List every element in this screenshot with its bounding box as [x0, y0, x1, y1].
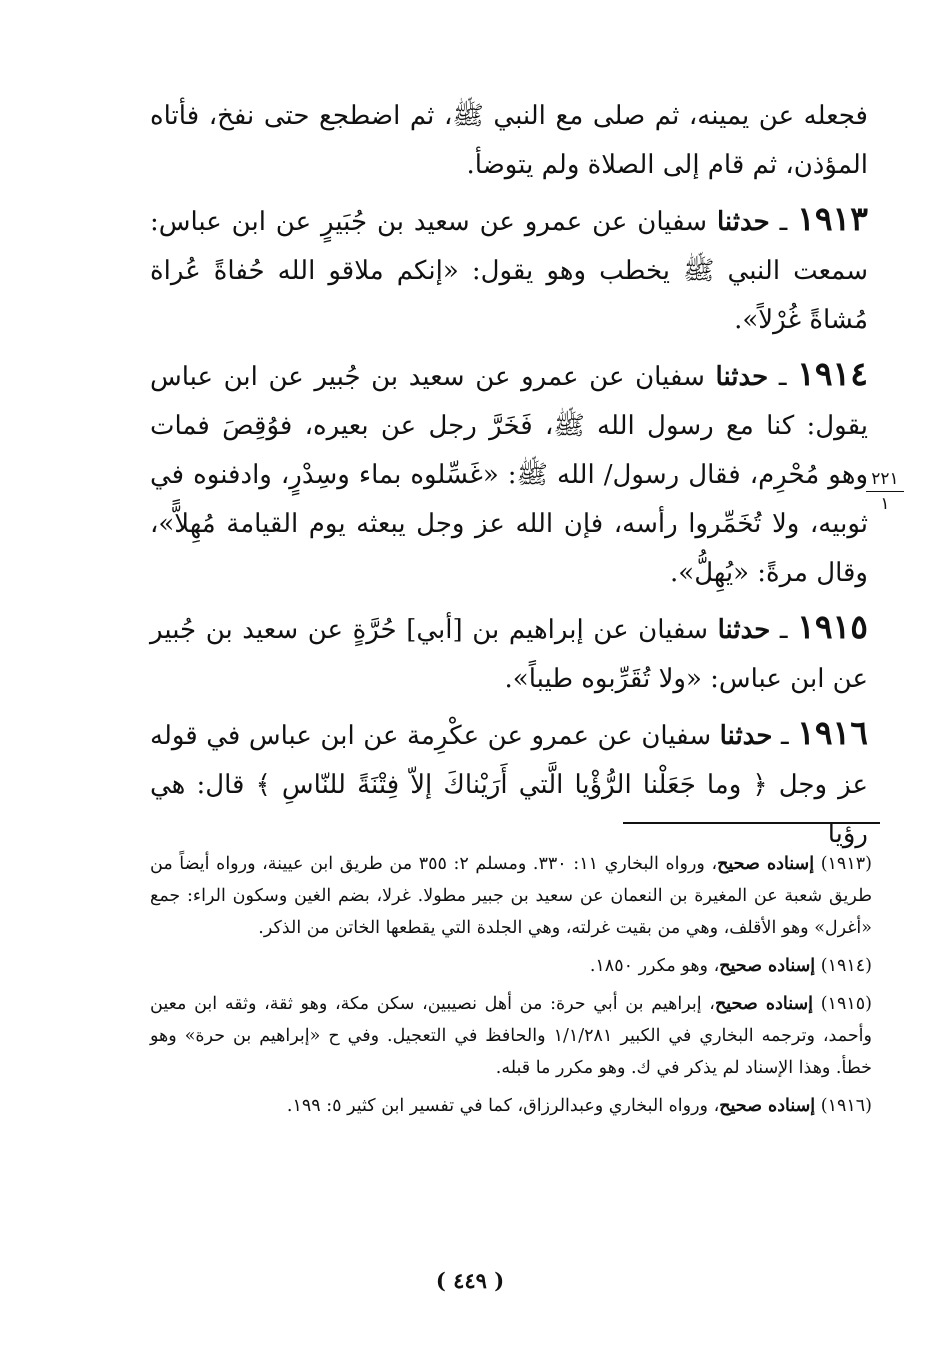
- hadith-1915: ١٩١٥ ـ حدثنا سفيان عن إبراهيم بن [أبي] حُرَّةٍ عن سعيد بن جُبير عن ابن عباس: «ولا تُقَرِّبوه طيباً».: [150, 607, 868, 694]
- hadith-number: ١٩١٦: [797, 713, 868, 752]
- hadith-1916: ١٩١٦ ـ حدثنا سفيان عن عمرو عن عكْرِمة عن ابن عباس في قوله عز وجل ﴿ وما جَعَلْنا الرُّؤْيا الَّتي أَرَيْناكَ إلاّ فِتْنَةً للنّاسِ ﴾ قال: هي رؤيا: [150, 713, 868, 849]
- hadith-label: حدثنا: [717, 615, 771, 645]
- hadith-1913: ١٩١٣ ـ حدثنا سفيان عن عمرو عن سعيد بن جُبَيرٍ عن ابن عباس: سمعت النبي ﷺ يخطب وهو يقول: «إنكم ملاقو الله حُفاةً عُراة مُشاةً غُرْلاً».: [150, 199, 868, 335]
- footnote-ref: (١٩١٦): [820, 1096, 872, 1116]
- main-text: [150, 92, 868, 863]
- footnote-label: إسناده صحيح: [714, 994, 814, 1014]
- footnote-separator: [623, 822, 880, 824]
- hadith-label: حدثنا: [716, 207, 770, 237]
- hadith-text: سفيان عن عمرو عن سعيد بن جُبَيرٍ عن ابن عباس: سمعت النبي ﷺ يخطب وهو يقول: «إنكم ملاقو الله حُفاةً عُراة مُشاةً غُرْلاً».: [150, 207, 868, 335]
- paragraph-text: فجعله عن يمينه، ثم صلى مع النبي ﷺ، ثم اضطجع حتى نفخ، فأتاه المؤذن، ثم قام إلى الصلاة ولم يتوضأ.: [150, 101, 868, 180]
- paragraph-continuation: [150, 92, 868, 190]
- margin-reference: [862, 470, 908, 513]
- footnotes: [150, 848, 872, 1128]
- footnote-1915: [150, 988, 872, 1084]
- hadith-text: سفيان عن إبراهيم بن [أبي] حُرَّةٍ عن سعيد بن جُبير عن ابن عباس: «ولا تُقَرِّبوه طيباً».: [150, 615, 868, 694]
- margin-reference-top: ٢٢١: [871, 469, 899, 489]
- footnote-1913: [150, 848, 872, 944]
- footnote-label: إسناده صحيح: [719, 956, 816, 976]
- hadith-text: سفيان عن عمرو عن سعيد بن جُبير عن ابن عباس يقول: كنا مع رسول الله ﷺ، فَخَرَّ رجل عن بعيره، فوُقِصَ فمات وهو مُحْرِم، فقال رسول/ الله ﷺ: «غَسِّلوه بماء وسِدْرٍ، وادفنوه في ثوبيه، ولا تُخَمِّروا رأسه، فإن الله عز وجل يبعثه يوم القيامة مُهِلاًّ»، وقال مرةً: «يُهِلُّ».: [150, 362, 868, 588]
- hadith-label: حدثنا: [719, 721, 773, 751]
- footnote-1914: [150, 950, 872, 982]
- footnote-ref: (١٩١٥): [820, 994, 872, 1014]
- hadith-number: ١٩١٥: [797, 607, 868, 646]
- footnote-label: إسناده صحيح: [717, 854, 815, 874]
- footnote-text: ، إبراهيم بن أبي حرة: من أهل نصيبين، سكن مكة، وهو ثقة، وثقه ابن معين وأحمد، وترجمه البخاري في الكبير ١/١/٢٨١ والحافظ في التعجيل. وفي ح «إبراهيم بن حرة» وهو خطأ. وهذا الإسناد لم يذكر في ك. وهو مكرر ما قبله.: [150, 994, 872, 1078]
- page-number: ( ٤٤٩ ): [435, 1268, 505, 1293]
- hadith-label: حدثنا: [715, 362, 769, 392]
- footnote-text: ، ورواه البخاري وعبدالرزاق، كما في تفسير ابن كثير ٥: ١٩٩.: [286, 1096, 720, 1116]
- hadith-text: سفيان عن عمرو عن عكْرِمة عن ابن عباس في قوله عز وجل ﴿ وما جَعَلْنا الرُّؤْيا الَّتي أَرَيْناكَ إلاّ فِتْنَةً للنّاسِ ﴾ قال: هي رؤيا: [150, 721, 868, 849]
- hadith-1914: ١٩١٤ ـ حدثنا سفيان عن عمرو عن سعيد بن جُبير عن ابن عباس يقول: كنا مع رسول الله ﷺ، فَخَرَّ رجل عن بعيره، فوُقِصَ فمات وهو مُحْرِم، فقال رسول/ الله ﷺ: «غَسِّلوه بماء وسِدْرٍ، وادفنوه في ثوبيه، ولا تُخَمِّروا رأسه، فإن الله عز وجل يبعثه يوم القيامة مُهِلاًّ»، وقال مرةً: «يُهِلُّ».: [150, 354, 869, 588]
- footnote-label: إسناده صحيح: [719, 1096, 816, 1116]
- footnote-1916: [150, 1090, 872, 1122]
- margin-reference-divider: [866, 491, 904, 492]
- hadith-number: ١٩١٤: [797, 354, 869, 393]
- footnote-text: ، ورواه البخاري ١١: ٣٣٠. ومسلم ٢: ٣٥٥ من طريق ابن عيينة، ورواه أيضاً من طريق شعبة عن المغيرة بن النعمان عن سعيد بن جبير مطولا. غرلا، بضم الغين وسكون الراء: جمع «أغرل» وهو الأقلف، وهي من بقيت غرلته، وهي الجلدة التي يقطعها الخاتن من الذكر.: [150, 854, 872, 938]
- footnote-text: ، وهو مكرر ١٨٥٠.: [589, 956, 720, 976]
- footnote-ref: (١٩١٣): [820, 854, 872, 874]
- footnote-ref: (١٩١٤): [820, 956, 872, 976]
- margin-reference-bottom: ١: [880, 494, 890, 514]
- hadith-number: ١٩١٣: [797, 199, 868, 238]
